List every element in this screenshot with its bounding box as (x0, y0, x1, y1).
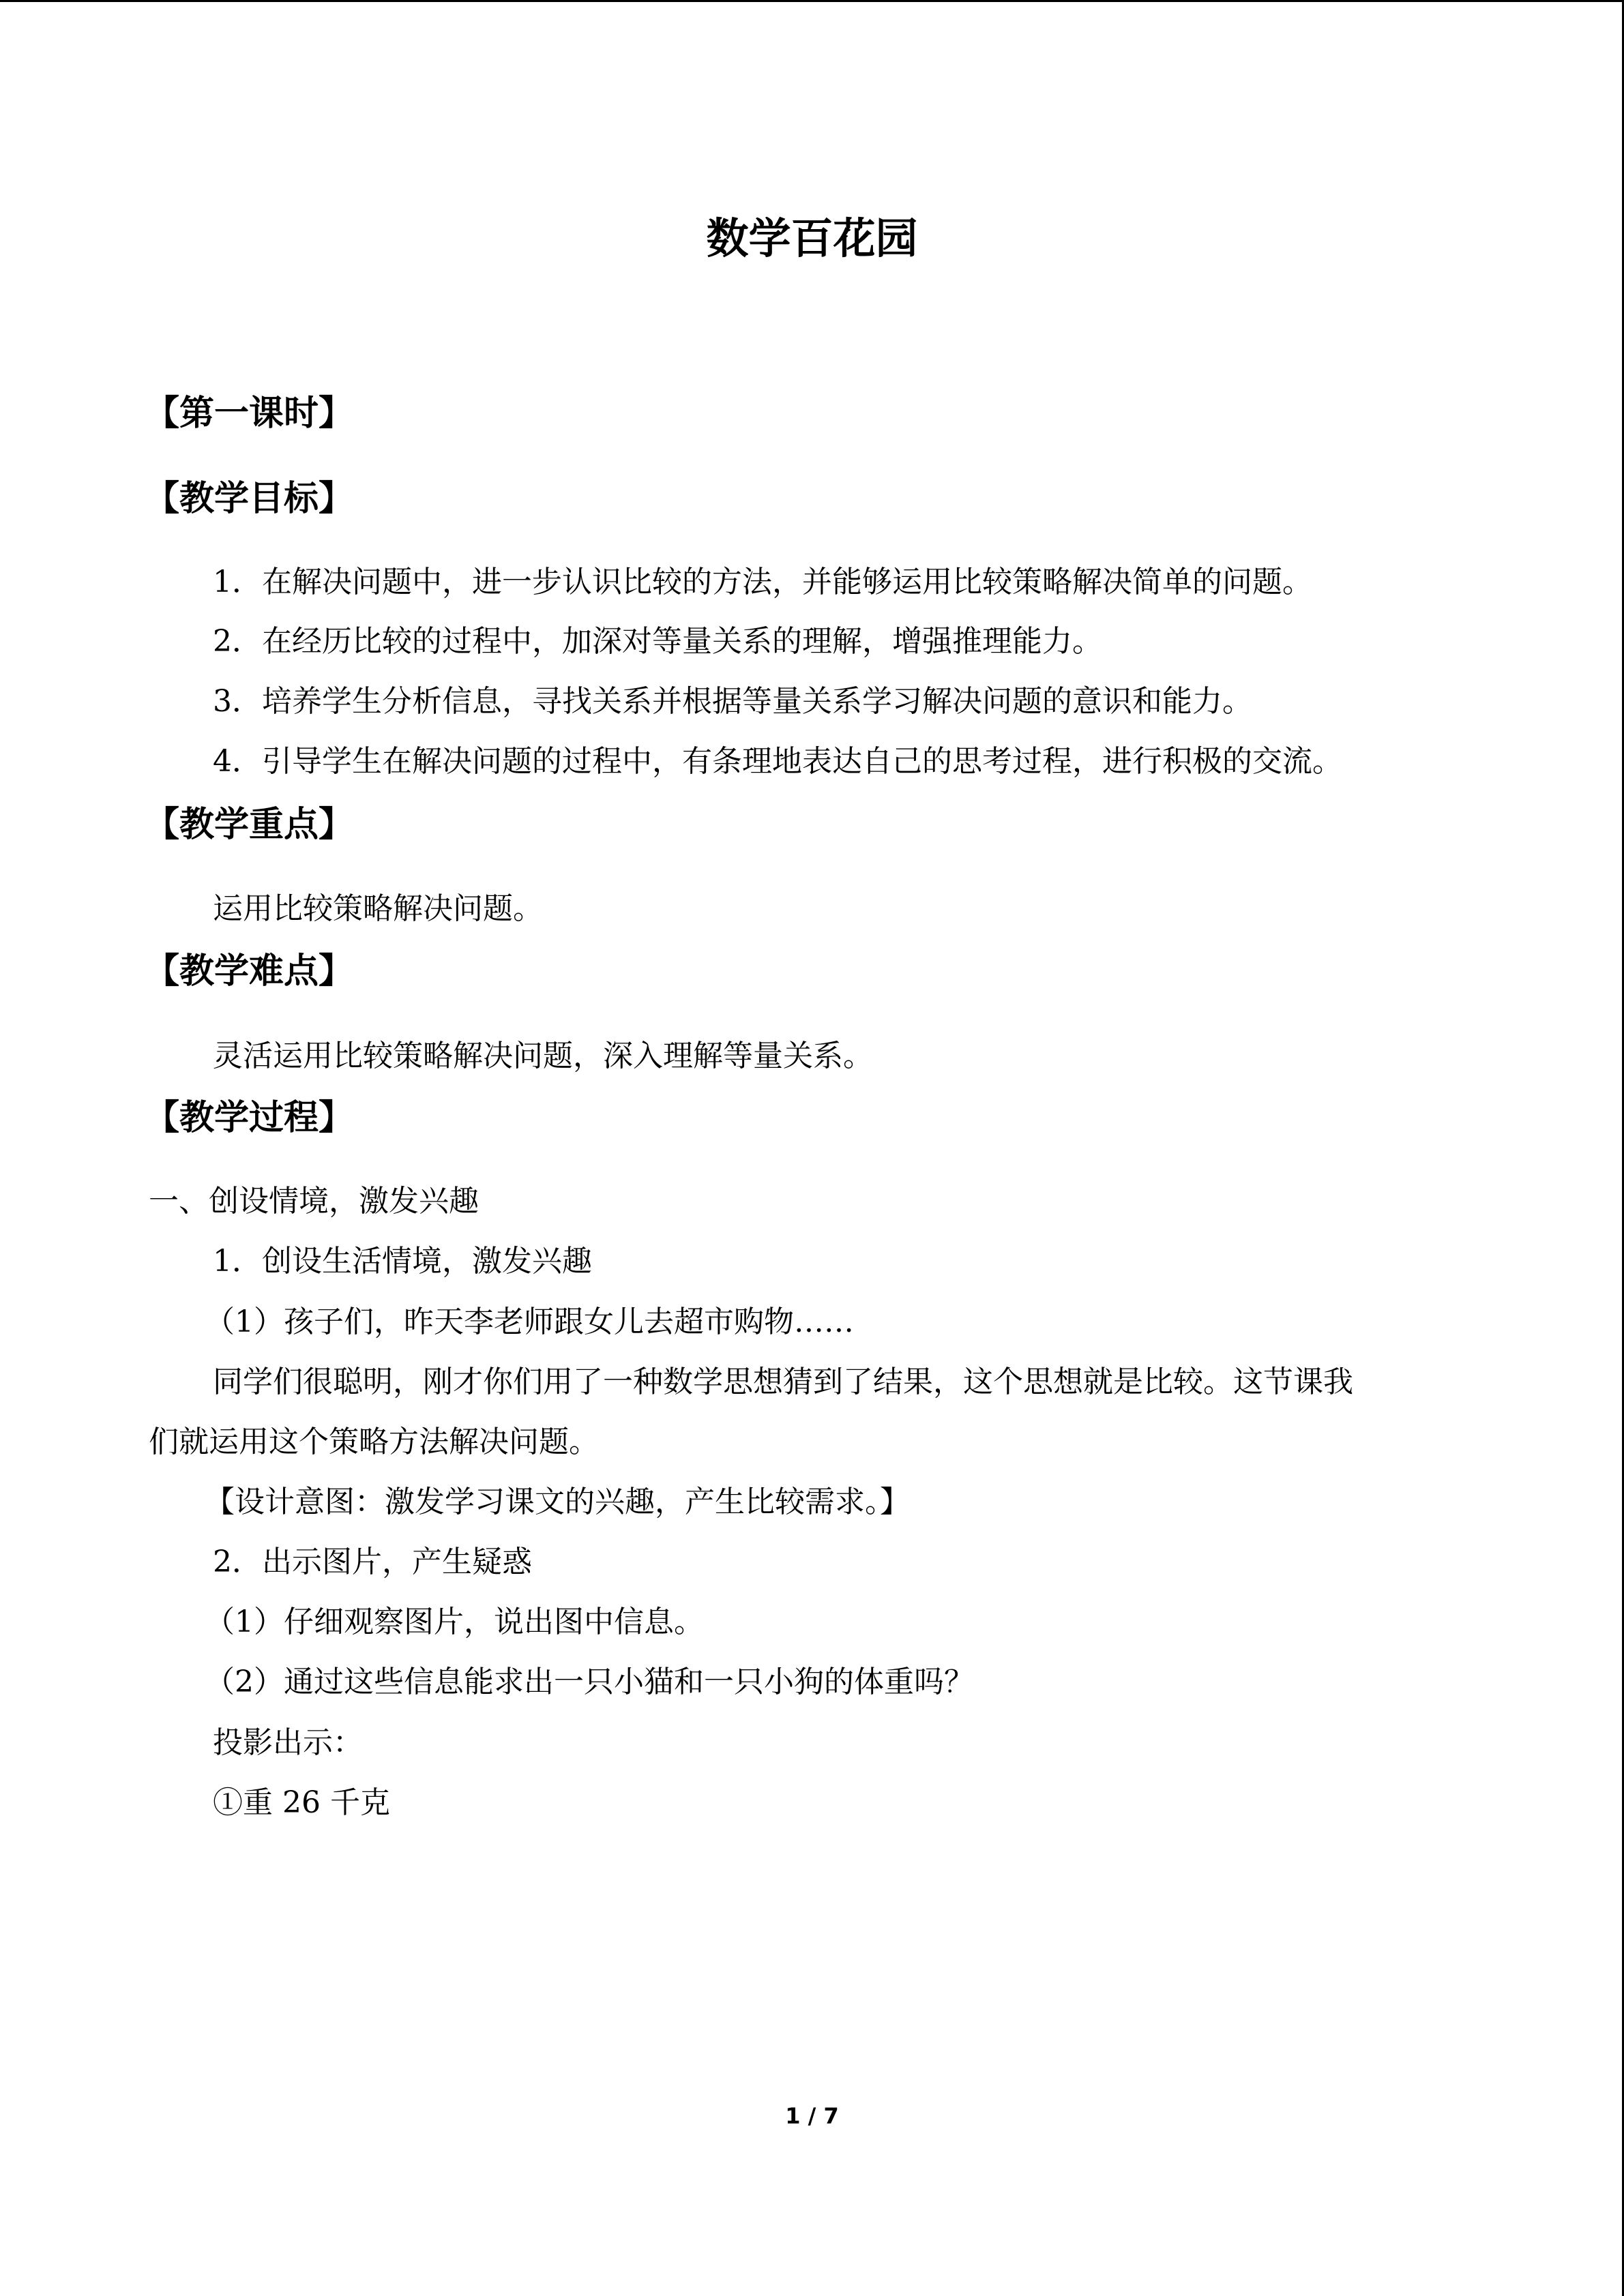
process-step-2: 2．出示图片，产生疑惑 (213, 1545, 532, 1579)
process-step-1-1: （1）孩子们，昨天李老师跟女儿去超市购物…… (205, 1304, 854, 1339)
process-step-2-2: （2）通过这些信息能求出一只小猫和一只小狗的体重吗？ (205, 1665, 974, 1699)
heading-difficulties: 【教学难点】 (145, 951, 354, 992)
heading-goals: 【教学目标】 (145, 479, 354, 519)
projection-item-1: ①重 26 千克 (213, 1785, 390, 1820)
document-title: 数学百花园 (706, 213, 918, 263)
goal-item-1: 1．在解决问题中，进一步认识比较的方法，并能够运用比较策略解决简单的问题。 (213, 565, 1312, 599)
paragraph-line-2: 们就运用这个策略方法解决问题。 (149, 1425, 599, 1459)
design-intent-note: 【设计意图：激发学习课文的兴趣，产生比较需求。】 (205, 1485, 910, 1519)
goal-item-4: 4．引导学生在解决问题的过程中，有条理地表达自己的思考过程，进行积极的交流。 (213, 744, 1342, 779)
goal-item-2: 2．在经历比较的过程中，加深对等量关系的理解，增强推理能力。 (213, 624, 1102, 659)
heading-process: 【教学过程】 (145, 1098, 354, 1138)
heading-key-points: 【教学重点】 (145, 805, 354, 845)
projection-label: 投影出示： (213, 1725, 363, 1760)
heading-lesson: 【第一课时】 (145, 393, 354, 434)
key-points-text: 运用比较策略解决问题。 (213, 891, 543, 926)
paragraph-line-1: 同学们很聪明，刚才你们用了一种数学思想猜到了结果，这个思想就是比较。这节课我 (213, 1365, 1353, 1399)
goal-item-3: 3．培养学生分析信息，寻找关系并根据等量关系学习解决问题的意识和能力。 (213, 684, 1252, 719)
page-indicator: 1 / 7 (785, 2103, 839, 2129)
difficulties-text: 灵活运用比较策略解决问题，深入理解等量关系。 (213, 1039, 873, 1073)
process-part-1: 一、创设情境，激发兴趣 (149, 1184, 479, 1219)
process-step-2-1: （1）仔细观察图片，说出图中信息。 (205, 1605, 704, 1639)
process-step-1: 1．创设生活情境，激发兴趣 (213, 1244, 592, 1279)
